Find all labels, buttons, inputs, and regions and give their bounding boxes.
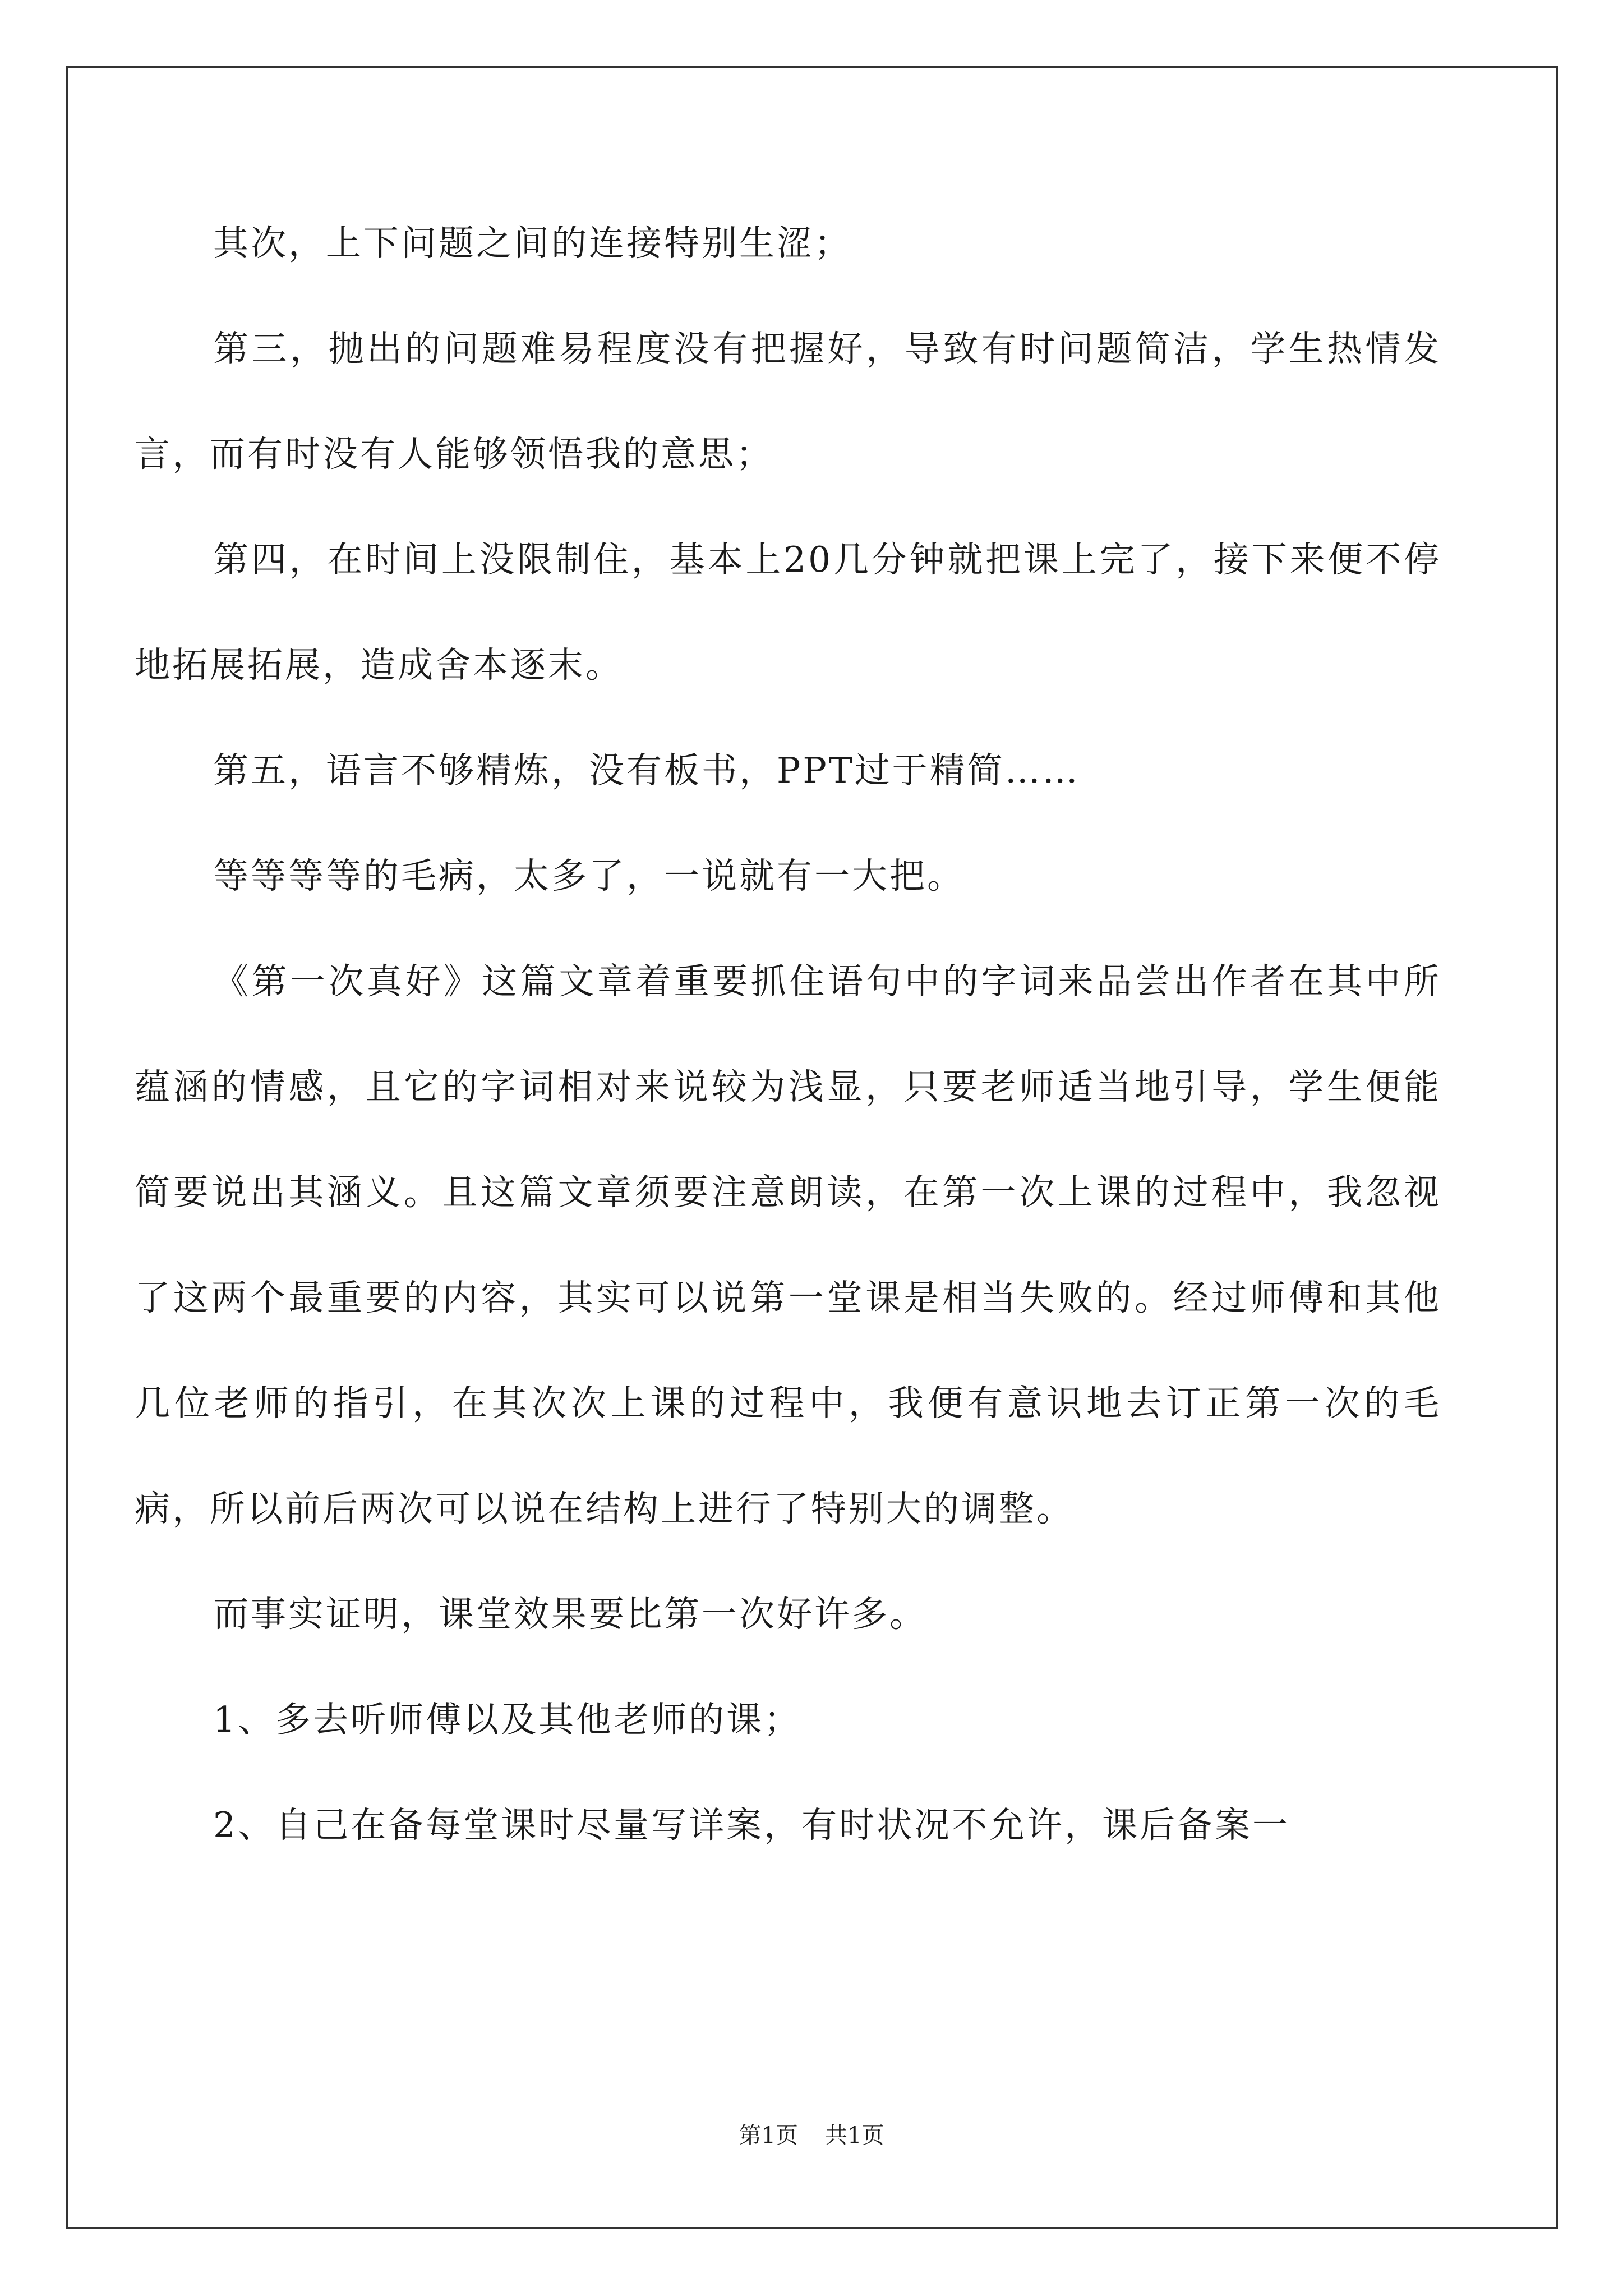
paragraph: 其次，上下问题之间的连接特别生涩； [213,223,852,264]
paragraph: 第四，在时间上没限制住，基本上20几分钟就把课上完了，接下来便不停地拓展拓展，造成舍本逐末。 [135,539,1441,685]
page-total: 共1页 [825,2123,884,2148]
paragraph: 《第一次真好》这篇文章着重要抓住语句中的字词来品尝出作者在其中所蕴涵的情感，且它的字词相对来说较为浅显，只要老师适当地引导，学生便能简要说出其涵义。且这篇文章须要注意朗读，在第一次上课的过程中，我忽视了这两个最重要的内容，其实可以说第一堂课是相当失败的。经过师傅和其他几位老师的指引，在其次次上课的过程中，我便有意识地去订正第一次的毛病，所以前后两次可以说在结构上进行了特别大的调整。 [135,961,1441,1529]
paragraph: 等等等等的毛病，太多了，一说就有一大把。 [213,855,965,896]
page-number: 第1页 [739,2123,798,2148]
paragraph: 第五，语言不够精炼，没有板书，PPT过于精简…… [213,750,1080,791]
paragraph: 第三，抛出的问题难易程度没有把握好，导致有时问题简洁，学生热情发言，而有时没有人能够领悟我的意思； [135,328,1441,475]
paragraph: 1、多去听师傅以及其他老师的课； [213,1699,802,1740]
page-footer [0,2118,1623,2150]
document-body [135,191,1441,1878]
paragraph: 2、自己在备每堂课时尽量写详案，有时状况不允许，课后备案一 [213,1805,1290,1846]
paragraph: 而事实证明，课堂效果要比第一次好许多。 [213,1594,927,1635]
